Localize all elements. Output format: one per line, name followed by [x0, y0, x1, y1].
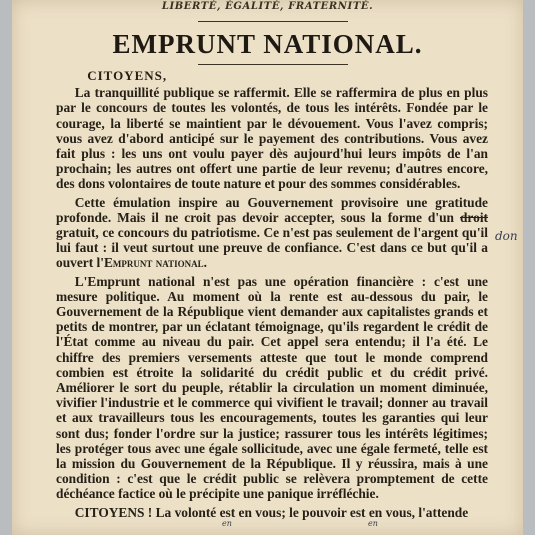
paragraph-2: [56, 195, 488, 271]
poster-sheet: [12, 0, 523, 535]
handwritten-insert-2: en: [368, 519, 378, 528]
paragraph-3: L'Emprunt national n'est pas une opération financière : c'est une mesure politique. Au moment où la rente est au-dessous du pair, le Gouvernement de la République vient demander aux capitalistes grands et petits de montrer, par un éclatant témoignage, qu'ils regardent le crédit de l'État comme au niveau du pair. Cet appel sera entendu; il l'a été. Le chiffre des premiers versements atteste que tout le monde comprend combien est étroite la solidarité du crédit public et du crédit privé. Améliorer le sort du peuple, rétablir la circulation un moment diminuée, vivifier l'industrie et le commerce qui vivifient le travail; donner au travail et aux travailleurs tous les encouragements, toutes les garanties qui leur sont dus; fonder l'ordre sur la justice; rassurer tous les intérêts légitimes; les protéger tous avec une égale sollicitude, avec une égale fermeté, telle est la mission du Gouvernement de la République. Il y réussira, mais à une condition : c'est que le crédit public se relèvera promptement de cette déchéance factice où le précipite une panique irréfléchie.: [56, 273, 488, 502]
handwritten-insert-1: en: [222, 519, 232, 528]
poster-title: EMPRUNT NATIONAL.: [112, 29, 423, 59]
emprunt-national-mention: Emprunt national: [103, 255, 204, 271]
paragraph-2-part-c: .: [203, 255, 207, 271]
paragraph-2-part-a: Cette émulation inspire au Gouvernement provisoire une gratitude profonde. Mais il ne croit pas devoir accepter, sous la forme d'un: [56, 194, 488, 225]
proclamation-text: [56, 68, 488, 523]
paragraph-2-part-b: gratuit, ce concours du patriotisme. Ce n'est pas seulement de l'argent qu'il lui faut : il veut surtout une preuve de confiance. C'est dans ce but qu'il a ouvert l': [56, 225, 488, 271]
paragraph-4: CITOYENS ! La volonté est en vous; le pouvoir est en vous, l'attende: [74, 504, 469, 520]
greeting: CITOYENS,: [87, 68, 168, 83]
paragraph-1: La tranquillité publique se raffermit. Elle se raffermira de plus en plus par le concours de toutes les volontés, de tous les intérêts. Fondée par le courage, la liberté se maintient par le dévouement. Vous l'avez compris; vous avez d'abord anticipé sur le payement des contributions. Vous avez fait plus : les uns ont voulu payer dès aujourd'hui leurs impôts de l'an prochain; les autres ont offert une partie de leur revenu; d'autres encore, des dons volontaires de toute nature et pour des sommes considérables.: [56, 85, 488, 192]
republic-motto: LIBERTÉ, ÉGALITÉ, FRATERNITÉ.: [161, 1, 374, 12]
struck-word: droit: [459, 209, 488, 225]
title-rule-bottom: [198, 64, 348, 65]
title-rule-top: [198, 21, 348, 22]
handwritten-margin-correction: don: [495, 229, 518, 243]
